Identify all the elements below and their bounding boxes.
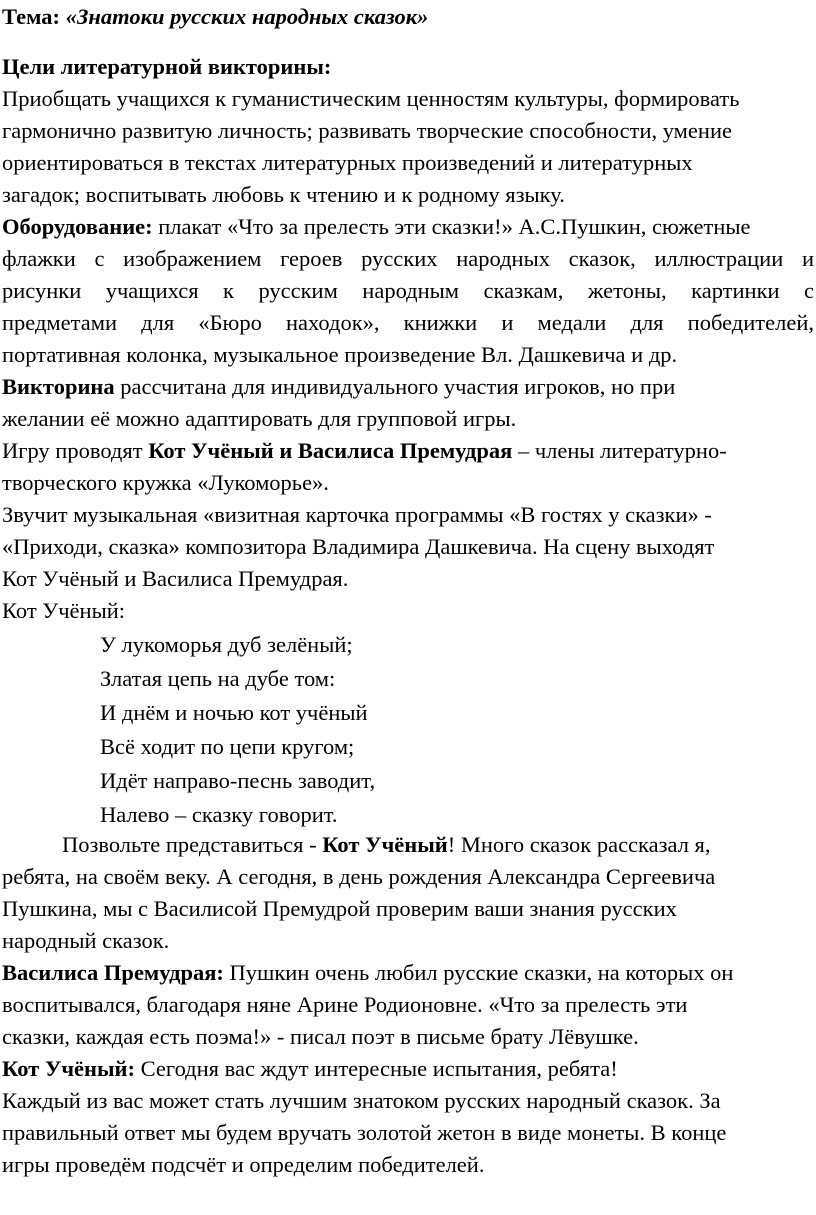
hosts-names: Кот Учёный и Василиса Премудрая [148, 438, 513, 463]
music-line: «Приходи, сказка» композитора Владимира Дашкевича. На сцену выходят [2, 534, 715, 559]
poem-line: Всё ходит по цепи кругом; [100, 734, 355, 759]
topic-title: «Знатоки русских народных сказок» [65, 4, 429, 29]
hosts-line: творческого кружка «Лукоморье». [2, 470, 329, 495]
quiz-line: желании её можно адаптировать для групповой игры. [2, 406, 517, 431]
goals-line: ориентироваться в текстах литературных произведений и литературных [2, 150, 693, 175]
poem-line: Налево – сказку говорит. [100, 802, 338, 827]
quiz-line: Викторина рассчитана для индивидуального участия игроков, но при [2, 374, 676, 399]
cat-final-line: правильный ответ мы будем вручать золотой жетон в виде монеты. В конце [2, 1120, 727, 1145]
quiz-label: Викторина [2, 374, 115, 399]
equipment-line: Оборудование: плакат «Что за прелесть эти сказки!» А.С.Пушкин, сюжетные [2, 214, 751, 239]
vasilisa-line: сказки, каждая есть поэма!» - писал поэт в письме брату Лёвушке. [2, 1024, 639, 1049]
goals-line: гармонично развитую личность; развивать творческие способности, умение [2, 118, 732, 143]
goals-line: загадок; воспитывать любовь к чтению и к родному языку. [2, 182, 565, 207]
intro-line: народный сказок. [2, 928, 170, 953]
topic-line [2, 2, 814, 32]
poem-line: Идёт направо-песнь заводит, [100, 768, 376, 793]
equipment-line: портативная колонка, музыкальное произведение Вл. Дашкевича и др. [2, 342, 678, 367]
vasilisa-label: Василиса Премудрая: [2, 960, 224, 985]
intro-name: Кот Учёный [322, 832, 448, 857]
intro-line: Пушкина, мы с Василисой Премудрой проверим ваши знания русских [2, 896, 677, 921]
poem-line: Златая цепь на дубе том: [100, 666, 336, 691]
cat-final-line: Каждый из вас может стать лучшим знатоком русских народный сказок. За [2, 1088, 721, 1113]
poem-line: И днём и ночью кот учёный [100, 700, 368, 725]
cat-speaker-label: Кот Учёный: [2, 598, 125, 623]
poem-line: У лукоморья дуб зелёный; [100, 632, 353, 657]
vasilisa-line: Василиса Премудрая: Пушкин очень любил русские сказки, на которых он [2, 960, 734, 985]
cat-final-label: Кот Учёный: [2, 1056, 136, 1081]
goals-heading: Цели литературной викторины: [2, 54, 332, 79]
topic-label: Тема: [2, 4, 61, 29]
equipment-label: Оборудование: [2, 214, 153, 239]
intro-line: Позвольте представиться - Кот Учёный! Много сказок рассказал я, [62, 832, 711, 857]
vasilisa-line: воспитывался, благодаря няне Арине Родионовне. «Что за прелесть эти [2, 992, 688, 1017]
intro-line: ребята, на своём веку. А сегодня, в день рождения Александра Сергеевича [2, 864, 716, 889]
music-line: Кот Учёный и Василиса Премудрая. [2, 566, 349, 591]
cat-final-line: игры проведём подсчёт и определим победителей. [2, 1152, 485, 1177]
music-line: Звучит музыкальная «визитная карточка программы «В гостях у сказки» - [2, 502, 712, 527]
cat-final-line: Кот Учёный: Сегодня вас ждут интересные испытания, ребята! [2, 1056, 618, 1081]
equipment-line: рисунки учащихся к русским народным сказкам, жетоны, картинки с [2, 278, 814, 303]
goals-line: Приобщать учащихся к гуманистическим ценностям культуры, формировать [2, 86, 740, 111]
hosts-line: Игру проводят Кот Учёный и Василиса Премудрая – члены литературно- [2, 438, 727, 463]
equipment-line: предметами для «Бюро находок», книжки и медали для победителей, [2, 310, 814, 335]
equipment-line: флажки с изображением героев русских народных сказок, иллюстрации и [2, 246, 814, 271]
